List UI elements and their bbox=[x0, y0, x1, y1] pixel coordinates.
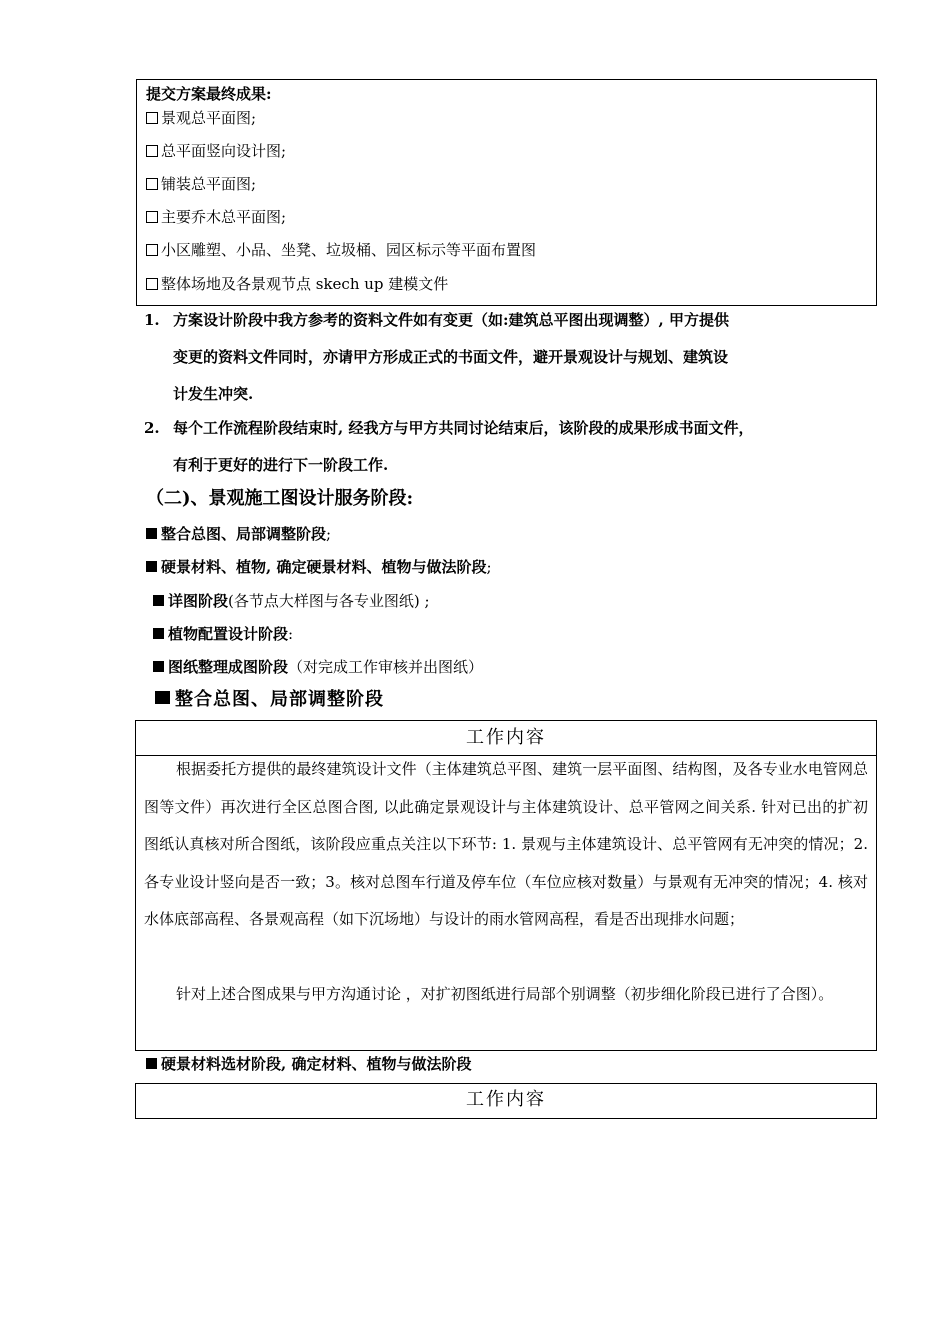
note-2-line: 有利于更好的进行下一阶段工作. bbox=[173, 456, 389, 474]
note-1-line: 方案设计阶段中我方参考的资料文件如有变更（如:建筑总平图出现调整）, 甲方提供 bbox=[173, 311, 729, 329]
checkbox-icon bbox=[146, 112, 158, 124]
subheading-integrate-plan: 整合总图、局部调整阶段 bbox=[155, 688, 384, 712]
phase-item: 整合总图、局部调整阶段; bbox=[146, 524, 331, 544]
black-square-bullet-icon bbox=[153, 595, 164, 606]
black-square-bullet-icon bbox=[155, 691, 170, 704]
work-content-table-1 bbox=[135, 720, 877, 1051]
final-results-item: 小区雕塑、小品、坐凳、垃圾桶、园区标示等平面布置图 bbox=[146, 240, 536, 260]
phase-item: 图纸整理成图阶段（对完成工作审核并出图纸） bbox=[153, 657, 483, 677]
black-square-bullet-icon bbox=[146, 528, 157, 539]
note-2-line: 每个工作流程阶段结束时, 经我方与甲方共同讨论结束后，该阶段的成果形成书面文件， bbox=[173, 419, 754, 437]
checkbox-icon bbox=[146, 178, 158, 190]
note-1-number: 1. bbox=[144, 311, 160, 329]
table-paragraph: 针对上述合图成果与甲方沟通讨论 ，对扩初图纸进行局部个别调整（初步细化阶段已进行了合图）。 bbox=[176, 985, 834, 1003]
phase-item: 硬景材料、植物, 确定硬景材料、植物与做法阶段; bbox=[146, 557, 492, 577]
note-2-number: 2. bbox=[144, 419, 160, 437]
checkbox-icon bbox=[146, 244, 158, 256]
table-header: 工作内容 bbox=[466, 1089, 546, 1110]
final-results-item: 整体场地及各景观节点 skech up 建模文件 bbox=[146, 274, 448, 294]
section-heading: （二)、景观施工图设计服务阶段: bbox=[146, 488, 414, 509]
phase-item: 详图阶段(各节点大样图与各专业图纸) ; bbox=[153, 591, 430, 611]
black-square-bullet-icon bbox=[153, 661, 164, 672]
final-results-box bbox=[136, 79, 877, 306]
checkbox-icon bbox=[146, 211, 158, 223]
note-1-line: 变更的资料文件同时，亦请甲方形成正式的书面文件，避开景观设计与规划、建筑设 bbox=[173, 348, 729, 366]
final-results-item: 铺装总平面图; bbox=[146, 174, 256, 194]
work-content-table-2 bbox=[135, 1083, 877, 1119]
black-square-bullet-icon bbox=[146, 561, 157, 572]
final-results-title: 提交方案最终成果: bbox=[146, 85, 272, 103]
black-square-bullet-icon bbox=[153, 628, 164, 639]
note-1-line: 计发生冲突. bbox=[173, 385, 254, 403]
checkbox-icon bbox=[146, 278, 158, 290]
table-header: 工作内容 bbox=[466, 727, 546, 748]
subheading-hardscape: 硬景材料选材阶段, 确定材料、植物与做法阶段 bbox=[146, 1054, 471, 1074]
phase-item: 植物配置设计阶段: bbox=[153, 624, 293, 644]
final-results-item: 景观总平面图; bbox=[146, 108, 256, 128]
checkbox-icon bbox=[146, 145, 158, 157]
final-results-item: 总平面竖向设计图; bbox=[146, 141, 286, 161]
black-square-bullet-icon bbox=[146, 1058, 157, 1069]
table-paragraph: 根据委托方提供的最终建筑设计文件（主体建筑总平图、建筑一层平面图、结构图，及各专业水电管网总图等文件）再次进行全区总图合图, 以此确定景观设计与主体建筑设计、总平管网之间关系. 针对已出的扩初图纸认真核对所合图纸，该阶段应重点关注以下环节: 1. 景观与主体建筑设计、总平管网有无冲突的情况；2. 各专业设计竖向是否一致；3。核对总图车行道及停车位（车位应核对数量）与景观有无冲突的情况；4. 核对水体底部高程、各景观高程（如下沉场地）与设计的雨水管网高程，看是否出现排水问题； bbox=[144, 760, 868, 928]
final-results-item: 主要乔木总平面图; bbox=[146, 207, 286, 227]
